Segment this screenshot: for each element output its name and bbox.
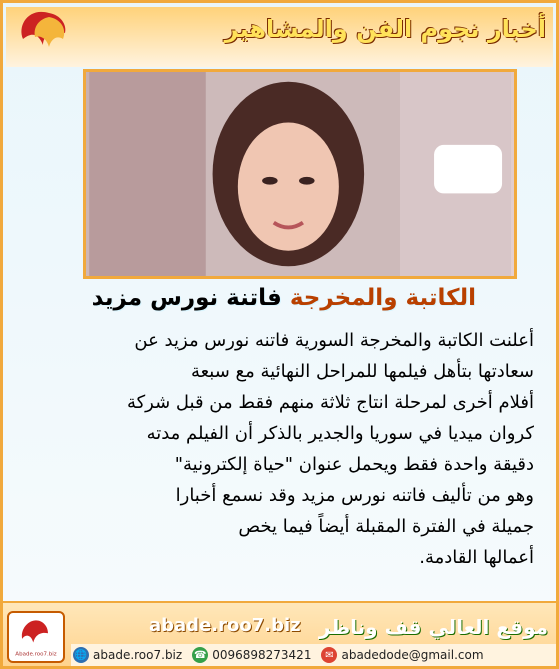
featured-photo [83, 69, 517, 279]
body-line: دقيقة واحدة فقط ويحمل عنوان "حياة إلكترونية" [174, 454, 534, 475]
contact-phone-text: 00968982734​21 [212, 648, 312, 662]
headline-part1: الكاتبة والمخرجة [289, 285, 476, 311]
footer-site-arabic: موقع العالي قف وناظر [318, 615, 548, 639]
badge-text: Abade.roo7.biz [15, 651, 57, 658]
body-line: أفلام أخرى لمرحلة انتاج ثلاثة منهم فقط من قبل شركة [126, 392, 534, 413]
headline-part2: فاتنة نورس مزيد [91, 285, 282, 311]
contact-site[interactable] [73, 647, 182, 663]
contact-bar [71, 644, 556, 666]
footer [3, 601, 556, 666]
headline [92, 285, 476, 311]
body-line: كروان ميديا في سوريا والجدير بالذكر أن الفيلم مدته [146, 423, 534, 444]
globe-icon: 🌐 [73, 647, 89, 663]
phone-icon: ☎ [192, 647, 208, 663]
body-line: وهو من تأليف فاتنه نورس مزيد وقد نسمع أخبارا [175, 485, 534, 506]
contact-mail[interactable] [321, 647, 483, 663]
body-line: أعمالها القادمة. [419, 547, 534, 568]
contact-phone[interactable] [192, 647, 311, 663]
article-body [25, 325, 534, 573]
contact-site-text: abade.roo7.biz [93, 648, 183, 662]
mail-icon: ✉ [321, 647, 337, 663]
body-line: أعلنت الكاتبة والمخرجة السورية فاتنه نورس مزيد عن [134, 330, 534, 351]
body-line: سعادتها بتأهل فيلمها للمراحل النهائية مع سبعة [190, 361, 534, 382]
footer-site-url[interactable]: abade.roo7.biz [149, 615, 301, 636]
footer-badge [7, 611, 65, 663]
contact-mail-text: abadedode@gmail.com [341, 648, 484, 662]
page-title: أخبار نجوم الفن والمشاهير [224, 15, 546, 43]
logo-icon [9, 5, 89, 65]
body-line: جميلة في الفترة المقبلة أيضاً فيما يخص [238, 516, 534, 537]
